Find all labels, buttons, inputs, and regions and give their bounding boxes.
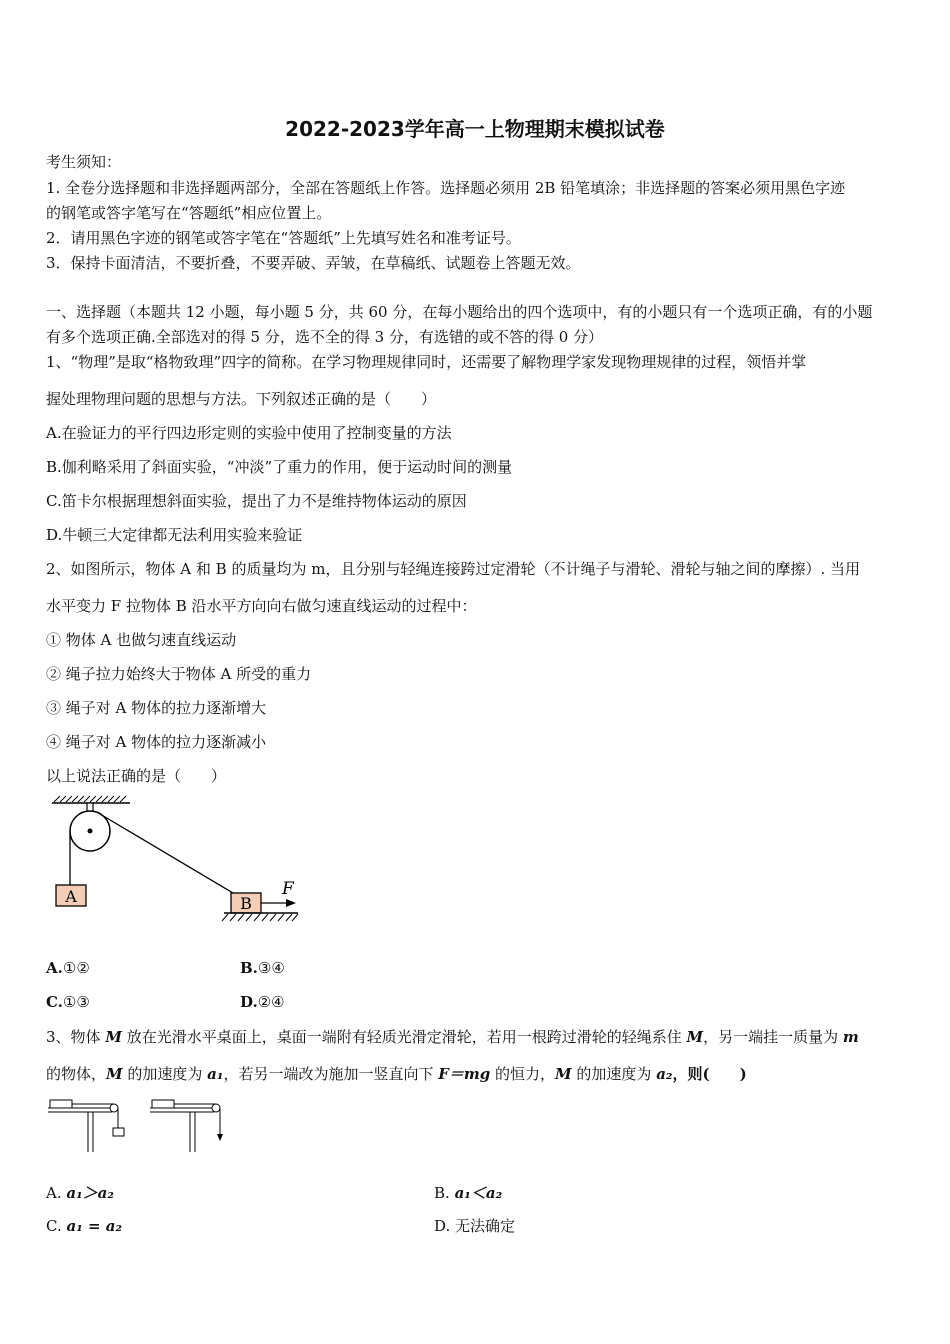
q2-option-b xyxy=(240,958,285,978)
q3-stem-part: 的加速度为 xyxy=(571,1065,657,1083)
notice-item-2: 2．请用黑色字迹的钢笔或答字笔在“答题纸”上先填写姓名和准考证号。 xyxy=(46,229,521,247)
notice-item-1-cont: 的钢笔或答字笔写在“答题纸”相应位置上。 xyxy=(46,204,332,222)
q2-option-a xyxy=(46,958,90,978)
q1-stem: 1、“物理”是取“格物致理”四字的简称。在学习物理规律同时，还需要了解物理学家发现物理规律的过程，领悟并掌 xyxy=(46,353,807,371)
table-pulley-diagrams xyxy=(46,1094,246,1156)
q3-option-c-key: C. xyxy=(46,1217,67,1235)
q3-option-d-key: D. xyxy=(434,1217,456,1235)
q3-option-c-value: a₁ = a₂ xyxy=(66,1217,123,1235)
q3-option-b xyxy=(434,1183,502,1203)
q1-option-b: B.伽利略采用了斜面实验，“冲淡”了重力的作用，便于运动时间的测量 xyxy=(46,458,513,476)
q3-option-b-value: a₁＜a₂ xyxy=(454,1184,503,1202)
q2-stem: 2、如图所示，物体 A 和 B 的质量均为 m，且分别与轻绳连接跨过定滑轮（不计绳子与滑轮、滑轮与轴之间的摩擦）. 当用 xyxy=(46,560,861,578)
q3-stem xyxy=(46,1027,859,1047)
q3-stem-part: 放在光滑水平桌面上，桌面一端附有轻质光滑定滑轮，若用一根跨过滑轮的轻绳系住 xyxy=(121,1028,687,1046)
table-diagram-hanging-mass xyxy=(48,1100,124,1152)
q3-stem-part: ，若另一端改为施加一竖直向下 xyxy=(223,1065,439,1083)
q1-option-d: D.牛顿三大定律都无法利用实验来验证 xyxy=(46,526,303,544)
q2-statement-2: ② 绳子拉力始终大于物体 A 所受的重力 xyxy=(46,665,312,683)
q3-var-m-small: m xyxy=(842,1028,859,1046)
section-heading: 一、选择题（本题共 12 小题，每小题 5 分，共 60 分，在每小题给出的四个选项中，有的小题只有一个选项正确，有的小题 xyxy=(46,303,873,321)
block-m xyxy=(50,1100,72,1108)
q2-option-d-value: ②④ xyxy=(257,993,285,1011)
q2-ask: 以上说法正确的是（ ） xyxy=(46,767,227,785)
q3-var-m-big: M xyxy=(105,1028,122,1046)
q2-statement-3: ③ 绳子对 A 物体的拉力逐渐增大 xyxy=(46,699,267,717)
small-pulley xyxy=(110,1104,118,1112)
q2-statement-4: ④ 绳子对 A 物体的拉力逐渐减小 xyxy=(46,733,267,751)
section-heading-cont: 有多个选项正确.全部选对的得 5 分，选不全的得 3 分，有选错的或不答的得 0 分） xyxy=(46,328,604,346)
q3-var-a1: a₁ xyxy=(207,1065,224,1083)
q3-option-d-value: 无法确定 xyxy=(455,1217,516,1235)
q2-option-c xyxy=(46,992,90,1012)
q3-var-a2: a₂ xyxy=(656,1065,673,1083)
table-diagram-applied-force xyxy=(150,1100,223,1152)
q3-stem-part: ，则( ) xyxy=(672,1065,747,1083)
q3-var-m-big: M xyxy=(555,1065,572,1083)
q1-option-a: A.在验证力的平行四边形定则的实验中使用了控制变量的方法 xyxy=(46,424,452,442)
pulley-axle xyxy=(88,829,93,834)
down-arrow-icon xyxy=(217,1134,223,1141)
q1-option-c: C.笛卡尔根据理想斜面实验，提出了力不是维持物体运动的原因 xyxy=(46,492,467,510)
q3-option-c xyxy=(46,1216,122,1236)
q2-option-a-key: A. xyxy=(46,959,63,977)
q2-option-b-value: ③④ xyxy=(257,959,285,977)
q3-stem-part: 的物体， xyxy=(46,1065,107,1083)
q3-stem-part: 3、物体 xyxy=(46,1028,106,1046)
q2-option-d-key: D. xyxy=(240,993,258,1011)
q2-stem-cont: 水平变力 F 拉物体 B 沿水平方向向右做匀速直线运动的过程中： xyxy=(46,597,477,615)
q3-option-a xyxy=(46,1183,114,1203)
q2-statement-1: ① 物体 A 也做匀速直线运动 xyxy=(46,631,237,649)
notice-item-3: 3．保持卡面清洁，不要折叠，不要弄破、弄皱，在草稿纸、试题卷上答题无效。 xyxy=(46,254,581,272)
q3-stem-part: ，另一端挂一质量为 xyxy=(703,1028,843,1046)
page-title: 2022-2023学年高一上物理期末模拟试卷 xyxy=(285,117,665,141)
rope-to-b xyxy=(100,814,233,893)
block-m xyxy=(152,1100,174,1108)
ground-hatch xyxy=(222,914,298,921)
q3-var-force: F＝mg xyxy=(438,1065,491,1083)
q2-option-a-value: ①② xyxy=(62,959,90,977)
q3-option-d xyxy=(434,1216,515,1236)
q3-option-a-value: a₁＞a₂ xyxy=(66,1184,114,1202)
q1-stem-cont: 握处理物理问题的思想与方法。下列叙述正确的是（ ） xyxy=(46,390,437,408)
q2-option-c-value: ①③ xyxy=(62,993,90,1011)
q3-stem-part: 的恒力， xyxy=(490,1065,556,1083)
q3-var-m-big: M xyxy=(686,1028,704,1046)
q3-option-b-key: B. xyxy=(434,1184,455,1202)
ceiling-hatch xyxy=(54,796,126,802)
force-label: F xyxy=(282,879,294,899)
notice-heading: 考生须知： xyxy=(46,153,122,171)
q3-stem-part: 的加速度为 xyxy=(122,1065,208,1083)
pulley-diagram xyxy=(46,793,306,923)
q3-stem-cont xyxy=(46,1064,747,1084)
block-a-label: A xyxy=(65,887,77,906)
q2-option-b-key: B. xyxy=(240,959,258,977)
notice-item-1: 1. 全卷分选择题和非选择题两部分，全部在答题纸上作答。选择题必须用 2B 铅笔填涂；非选择题的答案必须用黑色字迹 xyxy=(46,179,846,197)
q2-option-d xyxy=(240,992,285,1012)
block-b-label: B xyxy=(240,894,252,913)
force-arrow-head xyxy=(286,899,296,907)
q3-var-m-big: M xyxy=(106,1065,123,1083)
small-pulley xyxy=(212,1104,220,1112)
q3-option-a-key: A. xyxy=(46,1184,67,1202)
q2-option-c-key: C. xyxy=(46,993,63,1011)
hanging-mass xyxy=(113,1128,124,1136)
